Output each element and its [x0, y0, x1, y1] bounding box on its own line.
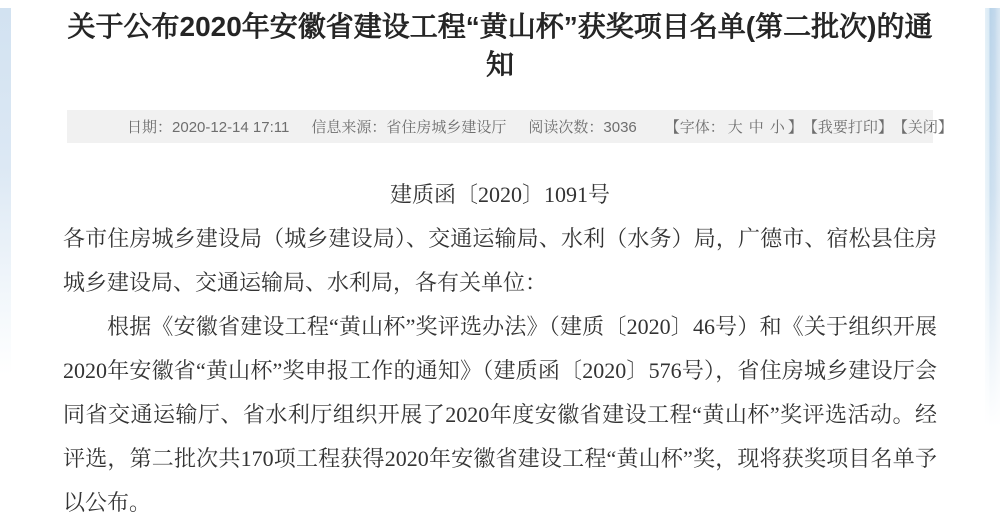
document-body [63, 173, 937, 525]
meta-date-value: 2020-12-14 17:11 [172, 119, 290, 136]
meta-actions [665, 116, 953, 137]
meta-views-value: 3036 [603, 119, 637, 136]
meta-source-label: 信息来源： [311, 119, 387, 136]
meta-date-label: 日期： [127, 119, 173, 136]
font-size-small-button[interactable]: 小 [769, 119, 785, 136]
right-gradient-band [985, 8, 1000, 532]
font-size-control [665, 116, 803, 137]
meta-views [528, 116, 636, 137]
meta-bar [67, 110, 953, 143]
meta-date [127, 116, 289, 137]
notice-page [63, 8, 953, 525]
close-button[interactable]: 【关闭】 [892, 119, 953, 136]
meta-source [311, 116, 506, 137]
font-size-medium-button[interactable]: 中 [748, 119, 764, 136]
paragraph-main: 根据《安徽省建设工程“黄山杯”奖评选办法》（建质〔2020〕46号）和《关于组织开展2020年安徽省“黄山杯”奖申报工作的通知》（建质函〔2020〕576号），省住房城乡建设厅会同省交通运输厅、省水利厅组织开展了2020年度安徽省建设工程“黄山杯”奖评选活动。经评选，第二批次共170项工程获得2020年安徽省建设工程“黄山杯”奖，现将获奖项目名单予以公布。 [63, 314, 937, 515]
font-size-prefix: 【字体： [664, 119, 725, 136]
meta-views-label: 阅读次数： [528, 119, 604, 136]
font-size-large-button[interactable]: 大 [727, 119, 743, 136]
print-button[interactable]: 【我要打印】 [802, 119, 893, 136]
page-title: 关于公布2020年安徽省建设工程“黄山杯”获奖项目名单(第二批次)的通知 [67, 11, 933, 80]
doc-number: 建质函〔2020〕1091号 [389, 182, 610, 207]
font-size-suffix: 】 [787, 119, 803, 136]
paragraph-addressees: 各市住房城乡建设局（城乡建设局）、交通运输局、水利（水务）局，广德市、宿松县住房城乡建设局、交通运输局、水利局，各有关单位： [63, 226, 937, 295]
left-gradient-band [0, 8, 11, 532]
meta-source-value: 省住房城乡建设厅 [386, 119, 507, 136]
